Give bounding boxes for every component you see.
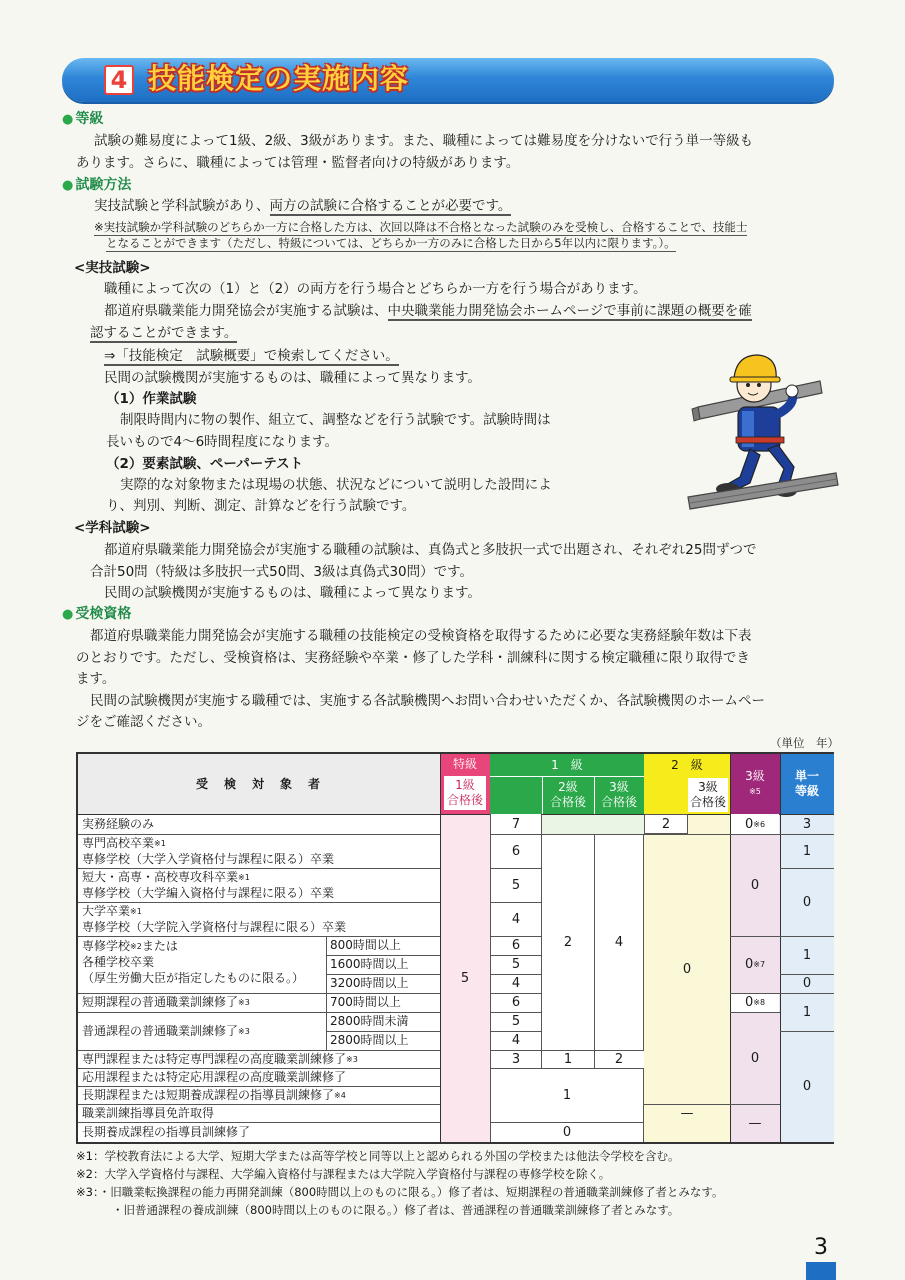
row-junior-college: 短大・高専・高校専攻科卒業 ※1 xyxy=(82,869,250,884)
g1-r3: 5 xyxy=(511,877,521,893)
practical-line-3: 認することができます。 xyxy=(90,325,238,341)
g1-r5b: 5 xyxy=(511,957,521,972)
g3-r8-10: 0 xyxy=(750,1050,760,1066)
bullet-icon: ● xyxy=(62,607,74,622)
g1-r8-sub3: 2 xyxy=(614,1051,624,1067)
g3-r5: 0 ※7 xyxy=(744,957,766,972)
row-short-course: 短期課程の普通職業訓練修了 ※3 xyxy=(82,995,250,1009)
eligibility-line-5: ジをご確認ください。 xyxy=(76,714,211,730)
grade-text-1: 試験の難易度によって1級、2級、3級があります。また、職種によっては難易度を分けないで行う単一等級も xyxy=(94,133,754,149)
row-instructor-license: 職業訓練指導員免許取得 xyxy=(82,1105,215,1120)
g1-r5c: 4 xyxy=(511,976,521,991)
row-instructor-training: 長期課程または短期養成課程の指導員訓練修了 ※4 xyxy=(82,1087,346,1102)
g1-r7a: 5 xyxy=(511,1014,521,1029)
heading-grade: ● 等級 xyxy=(62,111,104,127)
practical-line-1: 職種によって次の（1）と（2）の両方を行う場合とどちらか一方を行う場合があります。 xyxy=(104,281,647,297)
single-r6-7: 1 xyxy=(802,1004,812,1020)
header-grade1: 1 級 xyxy=(551,757,583,772)
grade-text-2: あります。さらに、職種によっては管理・監督者向けの特級があります。 xyxy=(76,155,520,171)
row-junior-college-b: 専修学校（大学編入資格付与課程に限る）卒業 xyxy=(82,885,335,900)
header-subject: 受 検 対 象 者 xyxy=(195,776,322,791)
single-r5ab: 1 xyxy=(802,947,812,963)
practical-line-2: 都道府県職業能力開発協会が実施する試験は、中央職業能力開発協会ホームページで事前に課題の概要を確 xyxy=(104,303,752,319)
special-value: 5 xyxy=(460,970,470,986)
g2-r1: 2 xyxy=(661,816,671,832)
single-r1: 3 xyxy=(802,816,812,832)
single-rest: 0 xyxy=(802,1079,812,1094)
page-title: 技能検定の実施内容 xyxy=(148,62,410,95)
hours-700: 700時間以上 xyxy=(330,995,401,1009)
method-note-1: ※実技試験か学科試験のどちらか一方に合格した方は、次回以降は不合格となった試験のみを受検し、合格することで、技能士 xyxy=(94,220,748,234)
g3-r1: 0 ※6 xyxy=(744,816,766,832)
g1-r2: 6 xyxy=(511,843,521,859)
method-note-2: となることができます（ただし、特級については、どちらか一方のみに合格した日から5年以内に限ります。）。 xyxy=(106,236,676,250)
sub2-heading: （2）要素試験、ペーパーテスト xyxy=(106,456,304,472)
written-line-2: 合計50問（特級は多肢択一式50問、3級は真偽式30問）です。 xyxy=(90,564,474,580)
g1-r9-10: 1 xyxy=(562,1087,572,1103)
header-grade2-sub3: 3級 合格後 xyxy=(688,778,728,812)
single-r3-4: 0 xyxy=(802,894,812,910)
row-university-b: 専修学校（大学院入学資格付与課程に限る）卒業 xyxy=(82,919,347,934)
g1-r4: 4 xyxy=(511,911,521,927)
eligibility-table xyxy=(76,752,834,1144)
hours-2800-over: 2800時間以上 xyxy=(330,1033,409,1047)
bullet-icon: ● xyxy=(62,112,74,127)
g1-sub3-value: 4 xyxy=(614,934,624,950)
single-r5c: 0 xyxy=(802,976,812,991)
header-single: 単一 等級 xyxy=(794,769,819,798)
sub1-line-2: 長いもので4～6時間程度になります。 xyxy=(106,434,339,450)
g1-r12: 0 xyxy=(562,1124,572,1140)
g1-r8-sub2: 1 xyxy=(563,1051,573,1067)
eligibility-line-2: のとおりです。ただし、受検資格は、実務経験や卒業・修了した学科・訓練科に関する検定職種に限り取得でき xyxy=(76,650,750,666)
g1-r1: 7 xyxy=(511,816,521,832)
header-special: 特級 xyxy=(452,756,477,771)
g1-r8: 3 xyxy=(511,1051,521,1067)
heading-method: ● 試験方法 xyxy=(62,177,132,193)
row-vocational-high: 専門高校卒業 ※1 xyxy=(82,835,166,850)
footnote-2: ※2：大学入学資格付与課程、大学編入資格付与課程または大学院入学資格付与課程の専修学校を除く。 xyxy=(76,1167,611,1181)
g1-r6: 6 xyxy=(511,995,521,1010)
practical-line-5: 民間の試験機関が実施するものは、職種によって異なります。 xyxy=(104,370,481,386)
header-grade1-sub2: 2級 合格後 xyxy=(549,780,586,809)
row-regular-course: 普通課程の普通職業訓練修了 ※3 xyxy=(82,1023,250,1038)
header-special-sub: 1級 合格後 xyxy=(444,776,486,810)
hours-3200: 3200時間以上 xyxy=(330,976,409,990)
single-r2: 1 xyxy=(802,843,812,859)
g2-mid: 0 xyxy=(682,961,692,977)
footnote-1: ※1：学校教育法による大学、短期大学または高等学校と同等以上と認められる外国の学校または他法令学校を含む。 xyxy=(76,1149,680,1163)
g1-r7b: 4 xyxy=(511,1033,521,1048)
g1-sub2-value: 2 xyxy=(563,934,573,950)
page-number: 3 xyxy=(814,1235,828,1260)
header-grade3: 3級 ※5 xyxy=(745,769,765,796)
hours-2800-under: 2800時間未満 xyxy=(330,1014,409,1028)
row-specialized-school-c: （厚生労働大臣が指定したものに限る。） xyxy=(82,970,305,985)
written-line-3: 民間の試験機関が実施するものは、職種によって異なります。 xyxy=(104,585,481,601)
footnote-3a: ※3：・旧職業転換課程の能力再開発訓練（800時間以上のものに限る。）修了者は、短期課程の普通職業訓練修了者とみなす。 xyxy=(76,1185,724,1199)
row-specialized-school-b: 各種学校卒業 xyxy=(82,954,155,969)
written-line-1: 都道府県職業能力開発協会が実施する職種の試験は、真偽式と多肢択一式で出題され、それぞれ25問ずつで xyxy=(104,542,757,558)
section-number: 4 xyxy=(104,65,134,95)
hours-1600: 1600時間以上 xyxy=(330,957,409,971)
heading-eligibility: ● 受検資格 xyxy=(62,606,132,622)
eligibility-line-3: ます。 xyxy=(76,671,116,687)
g1-r5a: 6 xyxy=(511,938,521,953)
eligibility-line-4: 民間の試験機関が実施する職種では、実施する各試験機関へお問い合わせいただくか、各試験機関のホームペー xyxy=(90,693,765,709)
row-specialized-school: 専修学校 ※2 または xyxy=(82,938,178,953)
hours-800: 800時間以上 xyxy=(330,938,401,952)
sub1-heading: （1）作業試験 xyxy=(106,391,197,407)
worker-illustration xyxy=(680,345,840,515)
g2-dash: — xyxy=(680,1105,694,1121)
row-experience-only: 実務経験のみ xyxy=(82,816,155,831)
table-unit: （単位 年） xyxy=(770,736,839,750)
row-long-instructor: 長期養成課程の指導員訓練修了 xyxy=(82,1124,251,1139)
practical-line-4: ⇒「技能検定 試験概要」で検索してください。 xyxy=(104,348,399,364)
heading-practical: <実技試験> xyxy=(74,260,151,276)
g3-r6: 0 ※8 xyxy=(744,995,766,1010)
row-advanced-specialized: 専門課程または特定専門課程の高度職業訓練修了 ※3 xyxy=(82,1051,358,1066)
heading-written: <学科試験> xyxy=(74,520,151,536)
g3-dash: — xyxy=(748,1115,762,1131)
sub2-line-1: 実際的な対象物または現場の状態、状況などについて説明した設問によ xyxy=(120,477,552,493)
sub1-line-1: 制限時間内に物の製作、組立て、調整などを行う試験です。試験時間は xyxy=(120,412,551,428)
header-grade1-sub3: 3級 合格後 xyxy=(600,780,637,809)
method-text: 実技試験と学科試験があり、両方の試験に合格することが必要です。 xyxy=(94,198,512,214)
bullet-icon: ● xyxy=(62,178,74,193)
eligibility-line-1: 都道府県職業能力開発協会が実施する職種の技能検定の受検資格を取得するために必要な実務経験年数は下表 xyxy=(90,628,752,644)
row-vocational-high-b: 専修学校（大学入学資格付与課程に限る）卒業 xyxy=(82,851,335,866)
row-advanced-applied: 応用課程または特定応用課程の高度職業訓練修了 xyxy=(82,1069,347,1084)
header-grade2: 2 級 xyxy=(671,757,703,772)
row-university: 大学卒業 ※1 xyxy=(82,903,142,918)
sub2-line-2: り、判別、判断、測定、計算などを行う試験です。 xyxy=(106,498,416,514)
g3-r2-4: 0 xyxy=(750,877,760,893)
page-tab xyxy=(806,1262,836,1280)
footnote-3b: ・旧普通課程の養成訓練（800時間以上のものに限る。）修了者は、普通課程の普通職業訓練修了者とみなす。 xyxy=(112,1203,680,1217)
